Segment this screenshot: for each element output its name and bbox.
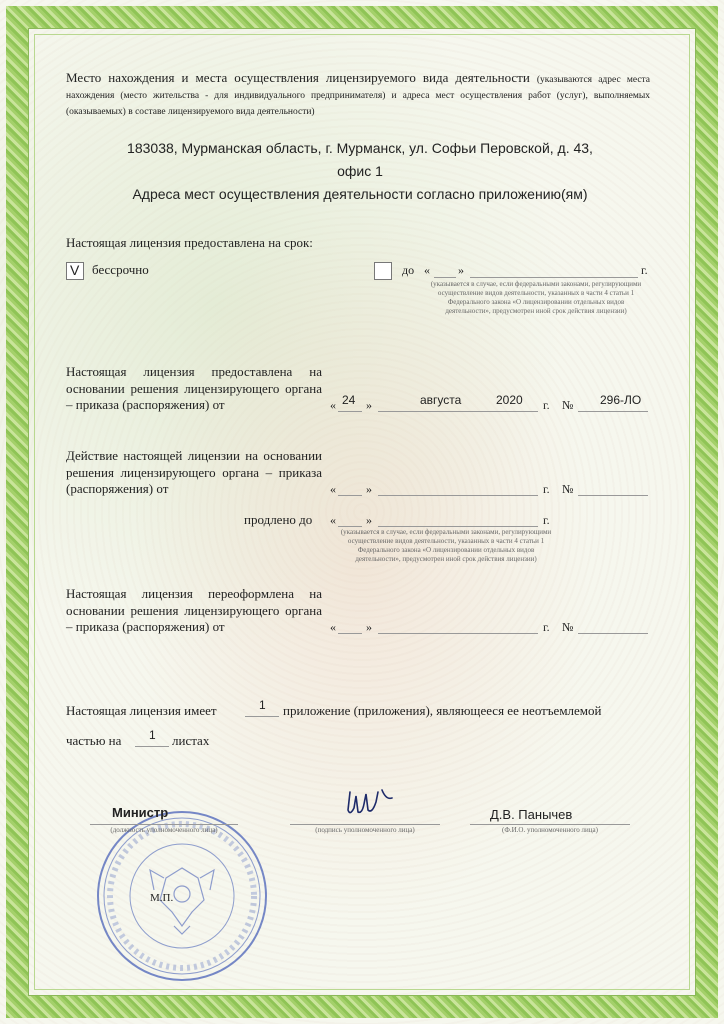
basis-open-quote: « — [330, 398, 336, 412]
validity-close-quote: » — [366, 482, 372, 496]
location-header — [66, 70, 650, 118]
appendix-sheets-count: 1 — [149, 728, 156, 742]
signer-name: Д.В. Панычев — [490, 807, 573, 822]
appendix-sheets-suffix: листах — [172, 733, 210, 748]
until-note: (указывается в случае, если федеральными законами, регулирующими осуществление видов деятельности, указанных в части 4 статьи 1 Федерального закона «О лицензировании отдельных видов деятельности», предусмотрен иной срок действия лицензии) — [430, 280, 642, 315]
reissue-date-line — [378, 633, 538, 634]
location-header-note: (указываются адрес места нахождения (место жительства - для индивидуального предпринимателя) и адреса мест осуществления работ (услуг), выполняемых (оказываемых) в составе лицензируемого вида деятельности) — [66, 75, 651, 117]
until-checkbox — [374, 262, 392, 280]
address-line-1: 183038, Мурманская область, г. Мурманск, ул. Софьи Перовской, д. 43, — [127, 140, 593, 156]
basis-text: Настоящая лицензия предоставлена на основании решения лицензирующего органа – приказа (распоряжения) от — [66, 364, 322, 412]
validity-number-label: № — [562, 482, 574, 496]
appendix-prefix: Настоящая лицензия имеет — [66, 703, 217, 718]
basis-month: августа — [420, 393, 462, 407]
address-line-3: Адреса мест осуществления деятельности согласно приложению(ям) — [132, 186, 588, 202]
signature-image — [342, 784, 402, 822]
checkmark-icon: V — [70, 262, 80, 278]
until-close-quote: » — [458, 263, 464, 277]
signer-position: Министр — [112, 805, 169, 820]
validity-number-line — [578, 495, 648, 496]
reissue-number-label: № — [562, 620, 574, 634]
extended-open-quote: « — [330, 513, 336, 527]
basis-day: 24 — [342, 393, 356, 407]
basis-date-line — [378, 411, 538, 412]
validity-date-line — [378, 495, 538, 496]
signature-line — [290, 824, 440, 825]
seal-place-label: М.П. — [150, 892, 174, 904]
reissue-text: Настоящая лицензия переоформлена на основании решения лицензирующего органа – приказа (распоряжения) от — [66, 586, 322, 634]
basis-number: 296-ЛО — [600, 393, 642, 407]
extended-day-line — [338, 526, 362, 527]
appendix-count-line — [245, 716, 279, 717]
appendix-count: 1 — [259, 698, 266, 712]
until-date-line — [470, 277, 638, 278]
address-line-2: офис 1 — [337, 163, 383, 179]
until-open-quote: « — [424, 263, 430, 277]
basis-close-quote: » — [366, 398, 372, 412]
name-caption: (Ф.И.О. уполномоченного лица) — [502, 826, 598, 834]
basis-day-line — [338, 411, 362, 412]
reissue-open-quote: « — [330, 620, 336, 634]
validity-day-line — [338, 495, 362, 496]
position-line — [90, 824, 238, 825]
basis-year: 2020 — [496, 393, 523, 407]
validity-year-suffix: г. — [543, 482, 550, 496]
until-label: до — [402, 263, 415, 277]
appendix-suffix: приложение (приложения), являющееся ее неотъемлемой — [283, 703, 602, 718]
basis-year-suffix: г. — [543, 398, 550, 412]
extended-label: продлено до — [244, 512, 313, 527]
validity-text: Действие настоящей лицензии на основании решения лицензирующего органа – приказа (распоряжения) от — [66, 448, 322, 496]
reissue-year-suffix: г. — [543, 620, 550, 634]
unlimited-checkbox — [66, 262, 84, 280]
extended-year-suffix: г. — [543, 513, 550, 527]
basis-number-label: № — [562, 398, 574, 412]
term-label: Настоящая лицензия предоставлена на срок: — [66, 235, 313, 250]
extended-close-quote: » — [366, 513, 372, 527]
name-line — [470, 824, 630, 825]
until-day-line — [434, 277, 456, 278]
appendix-sheets-prefix: частью на — [66, 733, 122, 748]
position-caption: (должность уполномоченного лица) — [110, 826, 218, 834]
reissue-day-line — [338, 633, 362, 634]
signature-caption: (подпись уполномоченного лица) — [315, 826, 415, 834]
reissue-number-line — [578, 633, 648, 634]
extended-note: (указывается в случае, если федеральными законами, регулирующими осуществление видов деятельности, указанных в части 4 статьи 1 Федерального закона «О лицензировании отдельных видов деятельности», предусмотрен иной срок действия лицензии) — [340, 528, 552, 563]
until-year-suffix: г. — [641, 263, 648, 277]
location-header-title: Место нахождения и места осуществления лицензируемого вида деятельности — [66, 70, 530, 85]
unlimited-label: бессрочно — [92, 262, 149, 277]
reissue-close-quote: » — [366, 620, 372, 634]
extended-date-line — [378, 526, 538, 527]
validity-open-quote: « — [330, 482, 336, 496]
basis-number-line — [578, 411, 648, 412]
appendix-sheets-line — [135, 746, 169, 747]
